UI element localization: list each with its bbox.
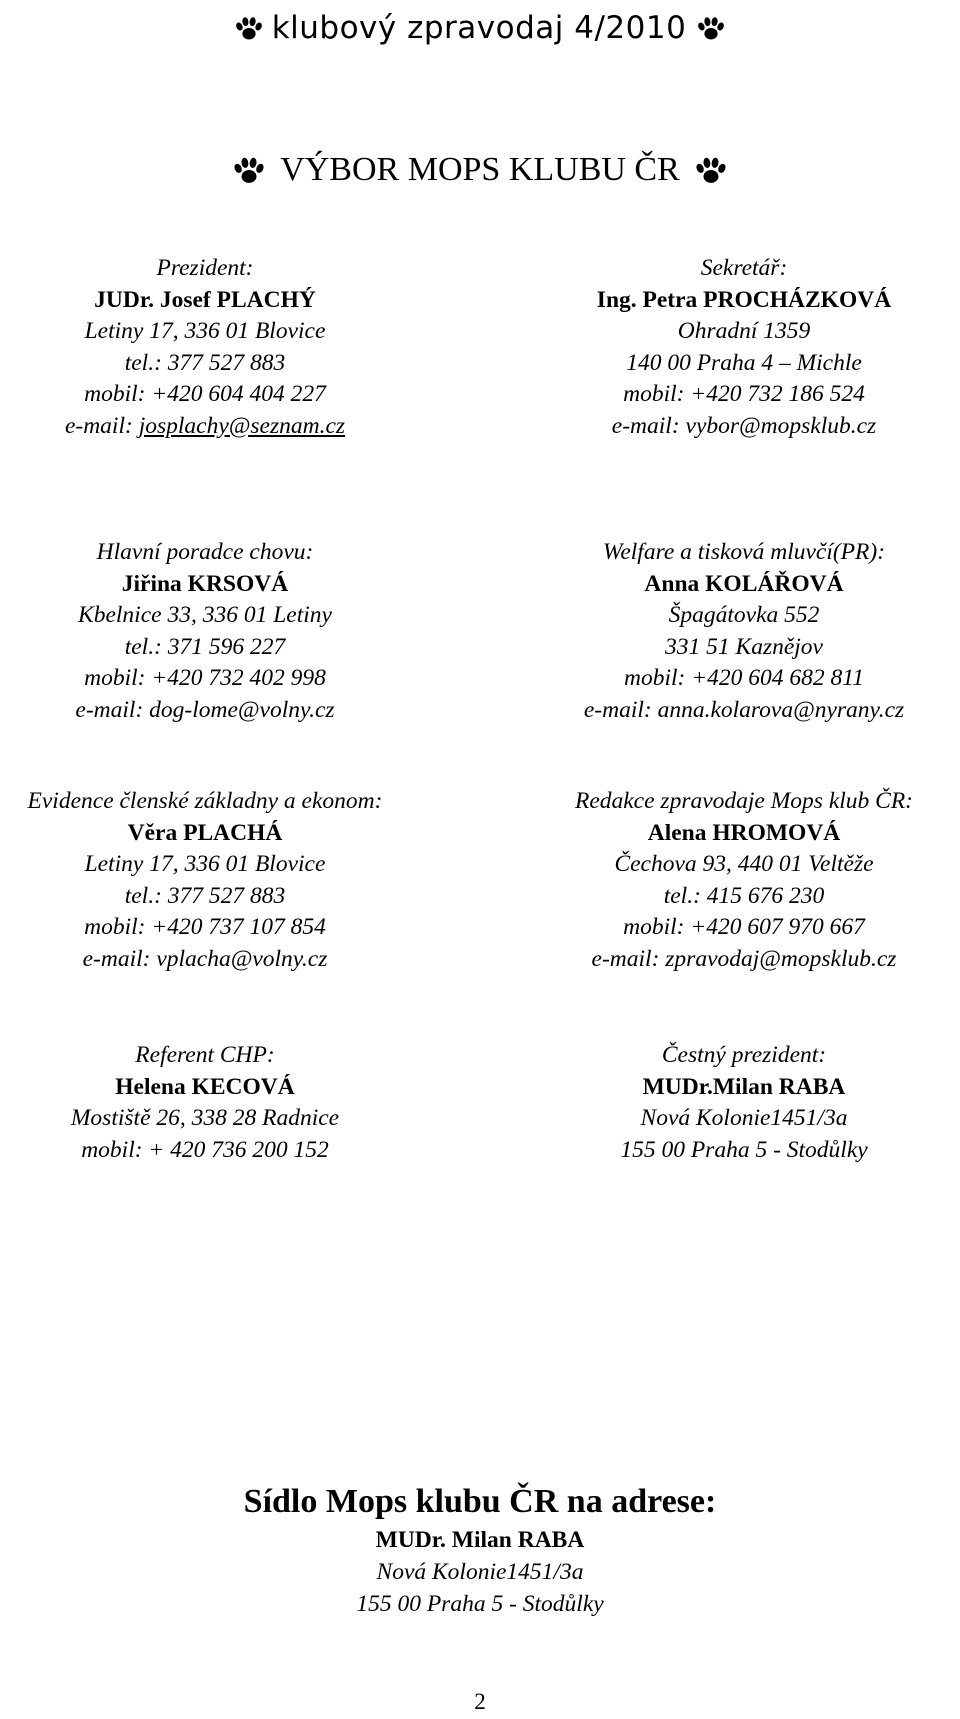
club-seat-name: MUDr. Milan RABA: [375, 1527, 585, 1553]
contact-name: MUDr.Milan RABA: [642, 1073, 846, 1100]
contact-phone: tel.: 371 596 227: [124, 633, 286, 660]
paw-icon: [694, 153, 728, 187]
contact-role: Čestný prezident:: [661, 1042, 827, 1068]
paw-icon: [232, 153, 266, 187]
contact-name: Helena KECOVÁ: [115, 1073, 295, 1100]
newsletter-header-text: klubový zpravodaj 4/2010: [271, 10, 687, 46]
contact-block-secretary: [530, 253, 958, 442]
contact-phone: tel.: 415 676 230: [663, 882, 825, 909]
club-seat-title: Sídlo Mops klubu ČR na adrese:: [243, 1483, 717, 1520]
contact-mobile: mobil: + 420 736 200 152: [81, 1136, 329, 1163]
newsletter-header: [0, 4, 960, 52]
contact-name: Alena HROMOVÁ: [647, 819, 841, 846]
paw-icon: [234, 13, 264, 43]
contact-email-line: [0, 411, 410, 443]
contact-address: Letiny 17, 336 01 Blovice: [84, 318, 326, 344]
contact-role: Prezident:: [156, 255, 254, 281]
contact-block-chp-referent: [0, 1040, 410, 1166]
contact-block-breeding-advisor: [0, 537, 410, 726]
contact-address: Kbelnice 33, 336 01 Letiny: [78, 602, 332, 628]
contact-phone: tel.: 377 527 883: [124, 882, 286, 909]
contact-role: Evidence členské základny a ekonom:: [27, 788, 383, 814]
contact-block-president: [0, 253, 410, 442]
email-label: e-mail:: [64, 412, 139, 439]
contact-email: e-mail: anna.kolarova@nyrany.cz: [583, 696, 905, 723]
contact-address: Čechova 93, 440 01 Veltěže: [614, 851, 874, 877]
contact-name: Ing. Petra PROCHÁZKOVÁ: [596, 286, 892, 313]
contact-role: Referent CHP:: [135, 1042, 275, 1068]
contact-block-welfare-pr: [530, 537, 958, 726]
contact-mobile: mobil: +420 737 107 854: [84, 914, 326, 940]
contact-address: Mostiště 26, 338 28 Radnice: [70, 1105, 340, 1131]
contact-address: Špagátovka 552: [668, 602, 820, 628]
contact-mobile: mobil: +420 604 682 811: [624, 665, 864, 691]
contact-role: Sekretář:: [700, 255, 788, 281]
club-seat-address-city: 155 00 Praha 5 - Stodůlky: [356, 1591, 604, 1617]
contact-phone: tel.: 377 527 883: [124, 349, 286, 376]
contact-email: e-mail: zpravodaj@mopsklub.cz: [591, 945, 897, 972]
contact-address-city: 331 51 Kaznějov: [665, 633, 823, 660]
contact-name: JUDr. Josef PLACHÝ: [94, 286, 316, 313]
contact-address-city: 155 00 Praha 5 - Stodůlky: [620, 1136, 868, 1163]
contact-block-newsletter-editor: [530, 786, 958, 975]
email-link[interactable]: josplachy@seznam.cz: [138, 412, 346, 439]
club-seat-block: [0, 1480, 960, 1620]
contact-email: e-mail: vplacha@volny.cz: [82, 945, 328, 972]
contact-role: Redakce zpravodaje Mops klub ČR:: [574, 788, 914, 814]
page-number: 2: [474, 1689, 486, 1714]
contact-mobile: mobil: +420 732 186 524: [623, 381, 865, 407]
paw-icon: [696, 13, 726, 43]
contact-name: Věra PLACHÁ: [127, 819, 283, 846]
club-seat-address: Nová Kolonie1451/3a: [376, 1559, 584, 1585]
contact-block-honorary-president: [530, 1040, 958, 1166]
contact-address: Ohradní 1359: [677, 318, 811, 344]
page-title: [0, 144, 960, 196]
contact-address-city: 140 00 Praha 4 – Michle: [626, 349, 862, 376]
contact-email: e-mail: dog-lome@volny.cz: [75, 696, 335, 723]
contact-name: Jiřina KRSOVÁ: [121, 570, 289, 597]
contact-role: Welfare a tisková mluvčí(PR):: [602, 539, 886, 565]
contact-address: Nová Kolonie1451/3a: [640, 1105, 848, 1131]
contact-mobile: mobil: +420 607 970 667: [623, 914, 865, 940]
contact-block-membership-economist: [0, 786, 410, 975]
contact-address: Letiny 17, 336 01 Blovice: [84, 851, 326, 877]
contact-mobile: mobil: +420 732 402 998: [84, 665, 326, 691]
contact-email: e-mail: vybor@mopsklub.cz: [611, 412, 877, 439]
contact-mobile: mobil: +420 604 404 227: [84, 381, 326, 407]
page-title-text: VÝBOR MOPS KLUBU ČR: [280, 151, 680, 188]
contact-name: Anna KOLÁŘOVÁ: [644, 570, 844, 597]
contact-role: Hlavní poradce chovu:: [96, 539, 314, 565]
